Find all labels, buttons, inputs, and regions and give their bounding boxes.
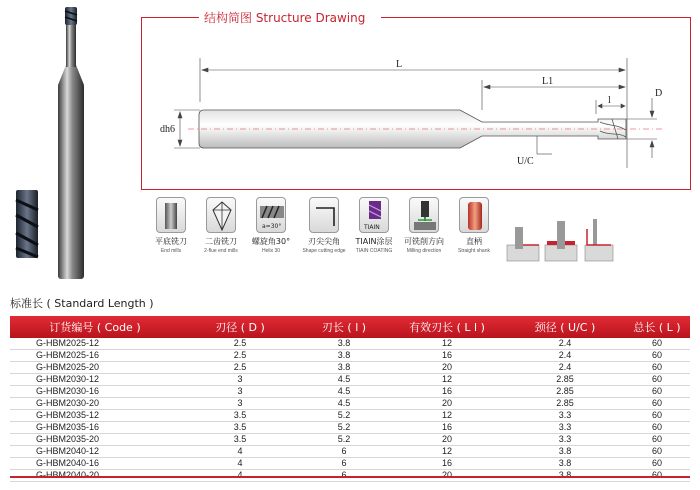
cell-overall-length: 60 — [651, 422, 662, 433]
cell-diameter: 2.5 — [233, 362, 247, 373]
cell-effective-length: 12 — [441, 338, 452, 349]
cell-neck-diameter: 2.4 — [558, 338, 572, 349]
column-header-overall-length: 总长 ( L ) — [633, 321, 681, 334]
dim-label-L1: L1 — [542, 76, 554, 87]
cell-effective-length: 16 — [441, 458, 452, 469]
table-row — [10, 398, 690, 410]
structure-drawing-title: 结构简图 Structure Drawing — [204, 11, 366, 25]
column-header-flute-length: 刃长 ( l ) — [321, 321, 367, 334]
cell-code: G-HBM2025-20 — [36, 362, 100, 373]
feature-label-cn: 螺旋角30° — [251, 237, 291, 246]
table-row — [10, 422, 690, 434]
helix-badge: a=30° — [262, 223, 282, 230]
table-row — [10, 434, 690, 446]
cell-diameter: 3 — [237, 398, 243, 409]
feature-label-en: 2-flue end mills — [204, 248, 238, 254]
feature-helix — [245, 197, 297, 254]
cell-overall-length: 60 — [651, 446, 662, 457]
dim-label-uc: U/C — [517, 156, 534, 167]
cell-flute-length: 4.5 — [337, 386, 351, 397]
table-row — [10, 458, 690, 470]
feature-cutting-edge — [298, 197, 350, 254]
table-row — [10, 446, 690, 458]
application-diagrams — [505, 215, 615, 265]
dim-label-dh6: dh6 — [160, 124, 175, 135]
column-header-neck-diameter: 颈径 ( U/C ) — [534, 321, 596, 334]
cell-diameter: 2.5 — [233, 338, 247, 349]
feature-label-cn: 二齿铣刀 — [205, 237, 237, 246]
cell-flute-length: 6 — [341, 458, 347, 469]
cell-code: G-HBM2035-20 — [36, 434, 100, 445]
cell-overall-length: 60 — [651, 350, 662, 361]
cell-overall-length: 60 — [651, 398, 662, 409]
cell-diameter: 3.5 — [233, 434, 247, 445]
cell-code: G-HBM2040-12 — [36, 446, 100, 457]
helix-angle-icon — [256, 197, 286, 233]
cell-flute-length: 3.8 — [337, 338, 351, 349]
cell-flute-length: 3.8 — [337, 350, 351, 361]
cell-diameter: 2.5 — [233, 350, 247, 361]
dim-label-L: L — [396, 59, 403, 70]
cell-flute-length: 4.5 — [337, 398, 351, 409]
cell-effective-length: 16 — [441, 350, 452, 361]
table-row — [10, 410, 690, 422]
table-header-row — [10, 316, 690, 338]
cell-effective-length: 20 — [441, 362, 452, 373]
cell-neck-diameter: 3.3 — [558, 434, 572, 445]
cell-neck-diameter: 3.3 — [558, 422, 572, 433]
feature-end-mills — [145, 197, 197, 254]
cell-flute-length: 6 — [341, 446, 347, 457]
table-body — [10, 338, 690, 482]
structure-drawing — [142, 18, 690, 188]
coating-icon — [359, 197, 389, 233]
cell-overall-length: 60 — [651, 374, 662, 385]
cell-neck-diameter: 3.8 — [558, 458, 572, 469]
cell-effective-length: 20 — [441, 398, 452, 409]
cell-overall-length: 60 — [651, 458, 662, 469]
feature-label-en: Helix 30 — [261, 248, 281, 254]
cell-neck-diameter: 2.4 — [558, 362, 572, 373]
column-header-code: 订货编号 ( Code ) — [49, 321, 141, 334]
cell-diameter: 4 — [237, 458, 243, 469]
feature-label-cn: 平底铣刀 — [155, 237, 187, 246]
cell-code: G-HBM2040-16 — [36, 458, 100, 469]
table-row — [10, 338, 690, 350]
table-row — [10, 386, 690, 398]
cell-diameter: 3.5 — [233, 410, 247, 421]
cell-effective-length: 16 — [441, 386, 452, 397]
feature-label-en: TIAIN COATING — [355, 248, 393, 254]
feature-two-flute — [195, 197, 247, 254]
feature-milling-direction — [398, 197, 450, 254]
cell-code: G-HBM2035-16 — [36, 422, 100, 433]
cell-diameter: 3 — [237, 386, 243, 397]
column-header-effective-length: 有效刃长 ( L l ) — [409, 321, 485, 334]
cell-effective-length: 16 — [441, 422, 452, 433]
cell-code: G-HBM2030-16 — [36, 386, 100, 397]
coating-badge: TIAIN — [364, 224, 380, 231]
cell-effective-length: 12 — [441, 410, 452, 421]
cell-code: G-HBM2030-12 — [36, 374, 100, 385]
cell-overall-length: 60 — [651, 410, 662, 421]
table-bottom-rule — [10, 476, 690, 478]
cell-effective-length: 12 — [441, 446, 452, 457]
cell-effective-length: 20 — [441, 434, 452, 445]
table-row — [10, 374, 690, 386]
cell-neck-diameter: 2.85 — [556, 374, 574, 385]
cell-diameter: 3 — [237, 374, 243, 385]
cell-code: G-HBM2025-16 — [36, 350, 100, 361]
feature-coating — [348, 197, 400, 254]
cell-overall-length: 60 — [651, 362, 662, 373]
feature-label-en: Milling direction — [406, 248, 442, 254]
feature-label-en: Shape cutting edge — [302, 248, 346, 254]
cutting-edge-icon — [309, 197, 339, 233]
cell-code: G-HBM2030-20 — [36, 398, 100, 409]
cell-diameter: 4 — [237, 446, 243, 457]
standard-length-table — [10, 316, 690, 482]
feature-label-en: Straight shank — [458, 248, 490, 254]
milling-direction-icon — [409, 197, 439, 233]
end-mill-icon — [156, 197, 186, 233]
dim-label-l: l — [608, 95, 611, 106]
table-row — [10, 362, 690, 374]
cell-overall-length: 60 — [651, 434, 662, 445]
straight-shank-icon — [459, 197, 489, 233]
cell-flute-length: 5.2 — [337, 434, 351, 445]
dim-label-D: D — [655, 88, 663, 99]
product-photo — [10, 5, 130, 290]
cell-flute-length: 3.8 — [337, 362, 351, 373]
feature-straight-shank — [448, 197, 500, 254]
two-flute-icon — [206, 197, 236, 233]
cell-flute-length: 4.5 — [337, 374, 351, 385]
cell-overall-length: 60 — [651, 338, 662, 349]
cell-neck-diameter: 2.85 — [556, 398, 574, 409]
cell-diameter: 3.5 — [233, 422, 247, 433]
cell-overall-length: 60 — [651, 386, 662, 397]
cell-effective-length: 12 — [441, 374, 452, 385]
column-header-diameter: 刃径 ( D ) — [215, 321, 265, 334]
table-row — [10, 350, 690, 362]
cell-neck-diameter: 2.85 — [556, 386, 574, 397]
cell-neck-diameter: 3.8 — [558, 446, 572, 457]
feature-label-en: End mills — [160, 248, 182, 254]
cell-code: G-HBM2025-12 — [36, 338, 100, 349]
table-section-title: 标准长 ( Standard Length ) — [10, 297, 154, 310]
cell-neck-diameter: 2.4 — [558, 350, 572, 361]
feature-label-cn: TIAIN涂层 — [355, 237, 393, 246]
feature-label-cn: 刃尖尖角 — [308, 237, 340, 246]
feature-label-cn: 可铣削方向 — [404, 237, 444, 246]
cell-code: G-HBM2035-12 — [36, 410, 100, 421]
cell-flute-length: 5.2 — [337, 410, 351, 421]
cell-flute-length: 5.2 — [337, 422, 351, 433]
cell-neck-diameter: 3.3 — [558, 410, 572, 421]
feature-label-cn: 直柄 — [466, 237, 482, 246]
